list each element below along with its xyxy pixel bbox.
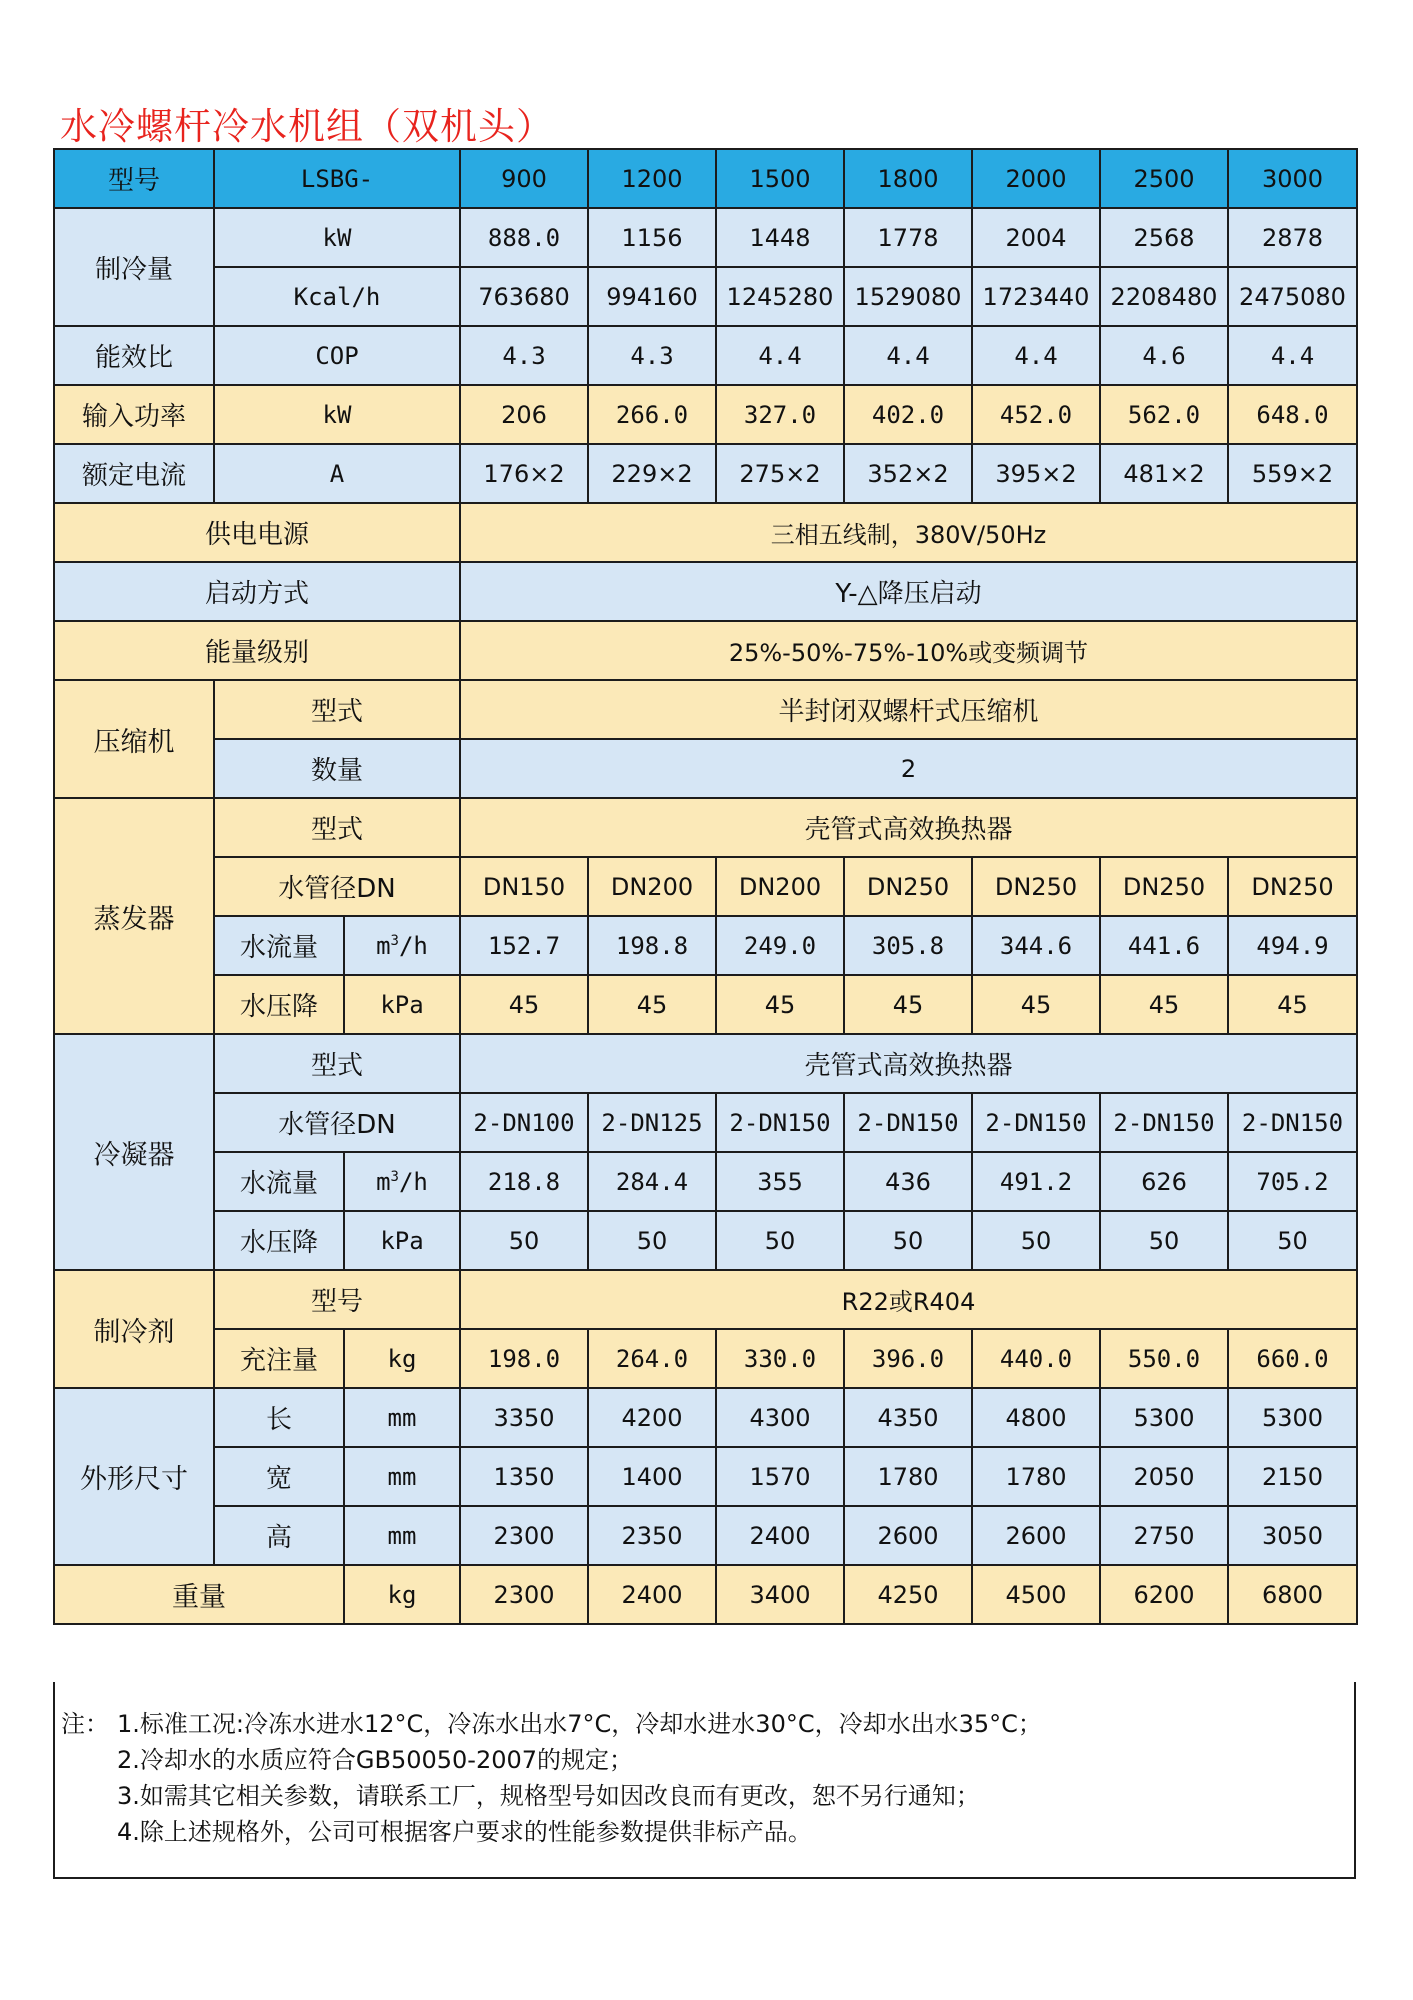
value-cell: 2300 — [460, 1565, 588, 1624]
value-cell: 994160 — [588, 267, 716, 326]
table-row — [54, 739, 1357, 798]
value-cell: 45 — [716, 975, 844, 1034]
value-cell: 344.6 — [972, 916, 1100, 975]
value-cell: 50 — [460, 1211, 588, 1270]
value-cell: 2050 — [1100, 1447, 1228, 1506]
note-line: 2.冷却水的水质应符合GB50050-2007的规定； — [117, 1746, 634, 1774]
value-cell: 4.4 — [716, 326, 844, 385]
value-cell: 2-DN150 — [972, 1093, 1100, 1152]
evaporator-flow-label: 水流量 — [214, 916, 344, 975]
value-cell: DN250 — [972, 857, 1100, 916]
value-cell: 1780 — [844, 1447, 972, 1506]
value-cell: DN200 — [716, 857, 844, 916]
table-row — [54, 680, 1357, 739]
value-cell: 1156 — [588, 208, 716, 267]
value-cell: 206 — [460, 385, 588, 444]
value-cell: 45 — [972, 975, 1100, 1034]
model-cell: 1500 — [716, 149, 844, 208]
value-cell: 1350 — [460, 1447, 588, 1506]
flow-unit — [344, 916, 460, 975]
table-row — [54, 444, 1357, 503]
unit-cell: kW — [214, 208, 460, 267]
table-row — [54, 857, 1357, 916]
value-cell: 152.7 — [460, 916, 588, 975]
value-cell: 6200 — [1100, 1565, 1228, 1624]
value-cell: 50 — [972, 1211, 1100, 1270]
unit-cell: kPa — [344, 1211, 460, 1270]
value-cell: DN250 — [1100, 857, 1228, 916]
value-cell: 2208480 — [1100, 267, 1228, 326]
power-label: 输入功率 — [54, 385, 214, 444]
value-cell: 45 — [844, 975, 972, 1034]
value-cell: 1570 — [716, 1447, 844, 1506]
width-label: 宽 — [214, 1447, 344, 1506]
evaporator-type-label: 型式 — [214, 798, 460, 857]
value-cell: 402.0 — [844, 385, 972, 444]
value-cell: 5300 — [1228, 1388, 1357, 1447]
value-cell: 3050 — [1228, 1506, 1357, 1565]
spec-table — [53, 148, 1358, 1625]
value-cell: 6800 — [1228, 1565, 1357, 1624]
value-cell: 5300 — [1100, 1388, 1228, 1447]
value-cell: 1245280 — [716, 267, 844, 326]
condenser-type-value: 壳管式高效换热器 — [460, 1034, 1357, 1093]
table-row — [54, 916, 1357, 975]
unit-cell: COP — [214, 326, 460, 385]
value-cell: DN250 — [844, 857, 972, 916]
value-cell: 2400 — [716, 1506, 844, 1565]
start-label: 启动方式 — [54, 562, 460, 621]
value-cell: 1723440 — [972, 267, 1100, 326]
value-cell: 2600 — [844, 1506, 972, 1565]
table-row — [54, 1152, 1357, 1211]
value-cell: 3400 — [716, 1565, 844, 1624]
model-cell: 2000 — [972, 149, 1100, 208]
value-cell: 4.4 — [844, 326, 972, 385]
table-row — [54, 1388, 1357, 1447]
unit-cell: kg — [344, 1565, 460, 1624]
table-row — [54, 1447, 1357, 1506]
table-row — [54, 1034, 1357, 1093]
value-cell: 218.8 — [460, 1152, 588, 1211]
refrigerant-label: 制冷剂 — [54, 1270, 214, 1388]
value-cell: 4.3 — [588, 326, 716, 385]
model-prefix: LSBG- — [214, 149, 460, 208]
value-cell: 1780 — [972, 1447, 1100, 1506]
value-cell: 266.0 — [588, 385, 716, 444]
table-row — [54, 975, 1357, 1034]
note-line: 3.如需其它相关参数，请联系工厂，规格型号如因改良而有更改，恕不另行通知； — [117, 1782, 980, 1810]
value-cell: 2-DN150 — [1100, 1093, 1228, 1152]
value-cell: 305.8 — [844, 916, 972, 975]
unit-cell: kW — [214, 385, 460, 444]
value-cell: 4.4 — [972, 326, 1100, 385]
unit-cell: kPa — [344, 975, 460, 1034]
supply-label: 供电电源 — [54, 503, 460, 562]
value-cell: 481×2 — [1100, 444, 1228, 503]
table-row — [54, 385, 1357, 444]
value-cell: 327.0 — [716, 385, 844, 444]
evaporator-label: 蒸发器 — [54, 798, 214, 1034]
unit-tail: /h — [398, 1167, 428, 1196]
value-cell: 330.0 — [716, 1329, 844, 1388]
condenser-drop-label: 水压降 — [214, 1211, 344, 1270]
table-row — [54, 503, 1357, 562]
start-value: Y-△降压启动 — [460, 562, 1357, 621]
notes-prefix: 注： — [61, 1710, 109, 1738]
table-row — [54, 1565, 1357, 1624]
unit-cell: kg — [344, 1329, 460, 1388]
table-header-row — [54, 149, 1357, 208]
compressor-qty-label: 数量 — [214, 739, 460, 798]
value-cell: 198.0 — [460, 1329, 588, 1388]
value-cell: 355 — [716, 1152, 844, 1211]
value-cell: 45 — [588, 975, 716, 1034]
value-cell: 352×2 — [844, 444, 972, 503]
value-cell: 1400 — [588, 1447, 716, 1506]
compressor-label: 压缩机 — [54, 680, 214, 798]
unit-cell: mm — [344, 1447, 460, 1506]
note-line: 4.除上述规格外，公司可根据客户要求的性能参数提供非标产品。 — [117, 1818, 812, 1846]
value-cell: 1529080 — [844, 267, 972, 326]
value-cell: 4.4 — [1228, 326, 1357, 385]
value-cell: 550.0 — [1100, 1329, 1228, 1388]
value-cell: 4200 — [588, 1388, 716, 1447]
value-cell: 2-DN150 — [1228, 1093, 1357, 1152]
energy-label: 能量级别 — [54, 621, 460, 680]
unit-base: m — [376, 1167, 391, 1196]
unit-base: m — [376, 931, 391, 960]
value-cell: 50 — [844, 1211, 972, 1270]
value-cell: 626 — [1100, 1152, 1228, 1211]
refrigerant-charge-label: 充注量 — [214, 1329, 344, 1388]
value-cell: 50 — [588, 1211, 716, 1270]
value-cell: DN200 — [588, 857, 716, 916]
table-row — [54, 562, 1357, 621]
value-cell: 50 — [1100, 1211, 1228, 1270]
evaporator-dn-label: 水管径DN — [214, 857, 460, 916]
value-cell: 4800 — [972, 1388, 1100, 1447]
table-row — [54, 1211, 1357, 1270]
table-row — [54, 326, 1357, 385]
value-cell: 436 — [844, 1152, 972, 1211]
value-cell: 45 — [460, 975, 588, 1034]
value-cell: 2-DN125 — [588, 1093, 716, 1152]
value-cell: 2400 — [588, 1565, 716, 1624]
value-cell: 4500 — [972, 1565, 1100, 1624]
notes-box — [53, 1682, 1356, 1879]
value-cell: 452.0 — [972, 385, 1100, 444]
value-cell: 2-DN100 — [460, 1093, 588, 1152]
refrigerant-type-value: R22或R404 — [460, 1270, 1357, 1329]
model-cell: 2500 — [1100, 149, 1228, 208]
condenser-flow-label: 水流量 — [214, 1152, 344, 1211]
value-cell: 648.0 — [1228, 385, 1357, 444]
unit-cell: Kcal/h — [214, 267, 460, 326]
value-cell: 4.3 — [460, 326, 588, 385]
table-row — [54, 1093, 1357, 1152]
value-cell: 4.6 — [1100, 326, 1228, 385]
value-cell: 1778 — [844, 208, 972, 267]
value-cell: 176×2 — [460, 444, 588, 503]
model-cell: 3000 — [1228, 149, 1357, 208]
model-cell: 900 — [460, 149, 588, 208]
refrigerant-type-label: 型号 — [214, 1270, 460, 1329]
table-row — [54, 1270, 1357, 1329]
value-cell: 494.9 — [1228, 916, 1357, 975]
value-cell: 2600 — [972, 1506, 1100, 1565]
value-cell: 440.0 — [972, 1329, 1100, 1388]
value-cell: 2004 — [972, 208, 1100, 267]
value-cell: 45 — [1228, 975, 1357, 1034]
value-cell: 441.6 — [1100, 916, 1228, 975]
table-row — [54, 267, 1357, 326]
dimensions-label: 外形尺寸 — [54, 1388, 214, 1565]
table-row — [54, 621, 1357, 680]
value-cell: 660.0 — [1228, 1329, 1357, 1388]
value-cell: 4300 — [716, 1388, 844, 1447]
value-cell: 264.0 — [588, 1329, 716, 1388]
value-cell: DN150 — [460, 857, 588, 916]
length-label: 长 — [214, 1388, 344, 1447]
condenser-label: 冷凝器 — [54, 1034, 214, 1270]
value-cell: 2150 — [1228, 1447, 1357, 1506]
value-cell: 2-DN150 — [716, 1093, 844, 1152]
cooling-label: 制冷量 — [54, 208, 214, 326]
table-row — [54, 208, 1357, 267]
value-cell: DN250 — [1228, 857, 1357, 916]
evaporator-type-value: 壳管式高效换热器 — [460, 798, 1357, 857]
supply-value: 三相五线制，380V/50Hz — [460, 503, 1357, 562]
weight-label: 重量 — [54, 1565, 344, 1624]
value-cell: 45 — [1100, 975, 1228, 1034]
value-cell: 2-DN150 — [844, 1093, 972, 1152]
unit-cell: A — [214, 444, 460, 503]
compressor-type-label: 型式 — [214, 680, 460, 739]
value-cell: 888.0 — [460, 208, 588, 267]
model-cell: 1200 — [588, 149, 716, 208]
value-cell: 198.8 — [588, 916, 716, 975]
value-cell: 559×2 — [1228, 444, 1357, 503]
unit-sup: 3 — [390, 932, 399, 949]
compressor-type-value: 半封闭双螺杆式压缩机 — [460, 680, 1357, 739]
value-cell: 396.0 — [844, 1329, 972, 1388]
energy-value: 25%-50%-75%-10%或变频调节 — [460, 621, 1357, 680]
flow-unit — [344, 1152, 460, 1211]
compressor-qty-value: 2 — [460, 739, 1357, 798]
condenser-type-label: 型式 — [214, 1034, 460, 1093]
value-cell: 4350 — [844, 1388, 972, 1447]
page-title: 水冷螺杆冷水机组（双机头） — [60, 105, 554, 148]
value-cell: 229×2 — [588, 444, 716, 503]
value-cell: 2750 — [1100, 1506, 1228, 1565]
table-row — [54, 1329, 1357, 1388]
value-cell: 491.2 — [972, 1152, 1100, 1211]
unit-sup: 3 — [390, 1168, 399, 1185]
value-cell: 2568 — [1100, 208, 1228, 267]
value-cell: 705.2 — [1228, 1152, 1357, 1211]
value-cell: 2300 — [460, 1506, 588, 1565]
table-row — [54, 1506, 1357, 1565]
header-label: 型号 — [54, 149, 214, 208]
unit-tail: /h — [398, 931, 428, 960]
value-cell: 763680 — [460, 267, 588, 326]
unit-cell: mm — [344, 1506, 460, 1565]
value-cell: 2350 — [588, 1506, 716, 1565]
current-label: 额定电流 — [54, 444, 214, 503]
value-cell: 3350 — [460, 1388, 588, 1447]
value-cell: 2878 — [1228, 208, 1357, 267]
value-cell: 4250 — [844, 1565, 972, 1624]
table-row — [54, 798, 1357, 857]
value-cell: 50 — [1228, 1211, 1357, 1270]
value-cell: 1448 — [716, 208, 844, 267]
value-cell: 275×2 — [716, 444, 844, 503]
value-cell: 50 — [716, 1211, 844, 1270]
note-line: 1.标准工况:冷冻水进水12°C，冷冻水出水7°C，冷却水进水30°C，冷却水出水35°C； — [117, 1710, 1042, 1738]
value-cell: 284.4 — [588, 1152, 716, 1211]
value-cell: 2475080 — [1228, 267, 1357, 326]
height-label: 高 — [214, 1506, 344, 1565]
evaporator-drop-label: 水压降 — [214, 975, 344, 1034]
value-cell: 249.0 — [716, 916, 844, 975]
value-cell: 395×2 — [972, 444, 1100, 503]
model-cell: 1800 — [844, 149, 972, 208]
value-cell: 562.0 — [1100, 385, 1228, 444]
condenser-dn-label: 水管径DN — [214, 1093, 460, 1152]
cop-label: 能效比 — [54, 326, 214, 385]
unit-cell: mm — [344, 1388, 460, 1447]
